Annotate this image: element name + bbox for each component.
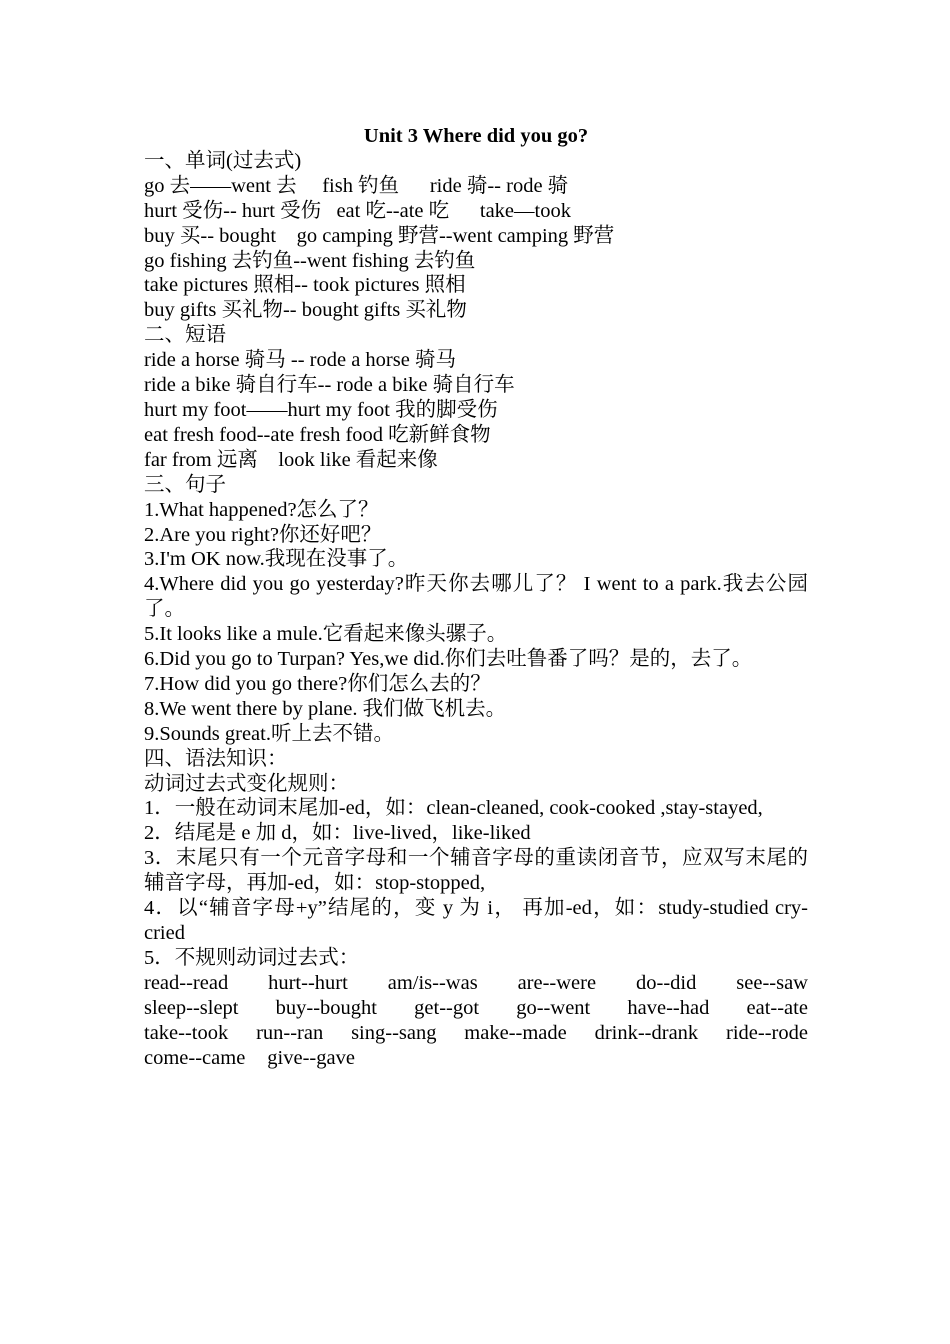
verb-pair: am/is--was xyxy=(387,971,478,994)
word-line: go 去——went 去 fish 钓鱼 ride 骑-- rode 骑 xyxy=(144,174,569,197)
phrase-line: eat fresh food--ate fresh food 吃新鲜食物 xyxy=(144,423,491,446)
grammar-subheading: 动词过去式变化规则： xyxy=(144,772,349,795)
section-heading-phrases: 二、短语 xyxy=(144,324,226,347)
document-page xyxy=(144,124,808,1070)
sentence-line: 8.We went there by plane. 我们做飞机去。 xyxy=(144,697,507,720)
irregular-verbs-row-2 xyxy=(144,996,808,1021)
section-heading-sentences: 三、句子 xyxy=(144,473,226,496)
word-line: buy 买-- bought go camping 野营--went camping 野营 xyxy=(144,224,615,247)
verb-pair: give--gave xyxy=(267,1046,355,1069)
word-line: go fishing 去钓鱼--went fishing 去钓鱼 xyxy=(144,249,476,272)
sentence-line: 3.I'm OK now.我现在没事了。 xyxy=(144,548,409,571)
word-line: buy gifts 买礼物-- bought gifts 买礼物 xyxy=(144,299,467,322)
verb-pair: do--did xyxy=(636,971,697,994)
verb-pair: get--got xyxy=(414,996,480,1019)
grammar-rule: 5．不规则动词过去式： xyxy=(144,946,360,969)
verb-pair: sing--sang xyxy=(351,1021,437,1044)
irregular-verbs-row-4 xyxy=(144,1046,808,1071)
verb-pair: have--had xyxy=(627,996,710,1019)
verb-pair: buy--bought xyxy=(275,996,378,1019)
grammar-rule: 2．结尾是 e 加 d，如：live-lived，like-liked xyxy=(144,822,531,845)
irregular-verbs-row-3 xyxy=(144,1021,808,1046)
verb-pair: eat--ate xyxy=(746,996,808,1019)
section-heading-grammar: 四、语法知识： xyxy=(144,747,288,770)
sentence-line: 2.Are you right?你还好吧？ xyxy=(144,523,382,546)
verb-pair: take--took xyxy=(144,1021,229,1044)
word-line: take pictures 照相-- took pictures 照相 xyxy=(144,274,466,297)
verb-pair: see--saw xyxy=(736,971,808,994)
irregular-verbs-row-1 xyxy=(144,971,808,996)
word-line: hurt 受伤-- hurt 受伤 eat 吃--ate 吃 take—took xyxy=(144,199,571,222)
phrase-line: hurt my foot——hurt my foot 我的脚受伤 xyxy=(144,398,498,421)
sentence-line: 1.What happened?怎么了？ xyxy=(144,498,379,521)
verb-pair: hurt--hurt xyxy=(268,971,348,994)
sentence-line: 6.Did you go to Turpan? Yes,we did.你们去吐鲁番了吗？是的，去了。 xyxy=(144,648,753,671)
phrase-line: ride a horse 骑马 -- rode a horse 骑马 xyxy=(144,349,456,372)
verb-pair: run--ran xyxy=(256,1021,324,1044)
verb-pair: read--read xyxy=(144,971,229,994)
verb-pair: sleep--slept xyxy=(144,996,239,1019)
sentence-line: 9.Sounds great.听上去不错。 xyxy=(144,722,394,745)
grammar-rule: 4．以“辅音字母+y”结尾的，变 y 为 i， 再加-ed，如：study-studied cry-cried xyxy=(144,897,808,944)
page-title: Unit 3 Where did you go? xyxy=(363,125,589,147)
grammar-rule: 1．一般在动词末尾加-ed，如：clean-cleaned, cook-cooked ,stay-stayed, xyxy=(144,797,763,820)
sentence-line: 4.Where did you go yesterday?昨天你去哪儿了？ I went to a park.我去公园了。 xyxy=(144,573,808,621)
verb-pair: make--made xyxy=(464,1021,567,1044)
verb-pair: are--were xyxy=(517,971,597,994)
sentence-line: 5.It looks like a mule.它看起来像头骡子。 xyxy=(144,623,508,646)
verb-pair: drink--drank xyxy=(594,1021,699,1044)
verb-pair: ride--rode xyxy=(726,1021,808,1044)
section-heading-words: 一、单词(过去式) xyxy=(144,149,302,172)
verb-pair: come--came xyxy=(144,1046,246,1069)
phrase-line: far from 远离 look like 看起来像 xyxy=(144,448,438,471)
sentence-line: 7.How did you go there?你们怎么去的？ xyxy=(144,672,491,695)
grammar-rule: 3．末尾只有一个元音字母和一个辅音字母的重读闭音节，应双写末尾的辅音字母，再加-ed，如：stop-stopped, xyxy=(144,847,808,895)
phrase-line: ride a bike 骑自行车-- rode a bike 骑自行车 xyxy=(144,374,515,397)
verb-pair: go--went xyxy=(516,996,591,1019)
